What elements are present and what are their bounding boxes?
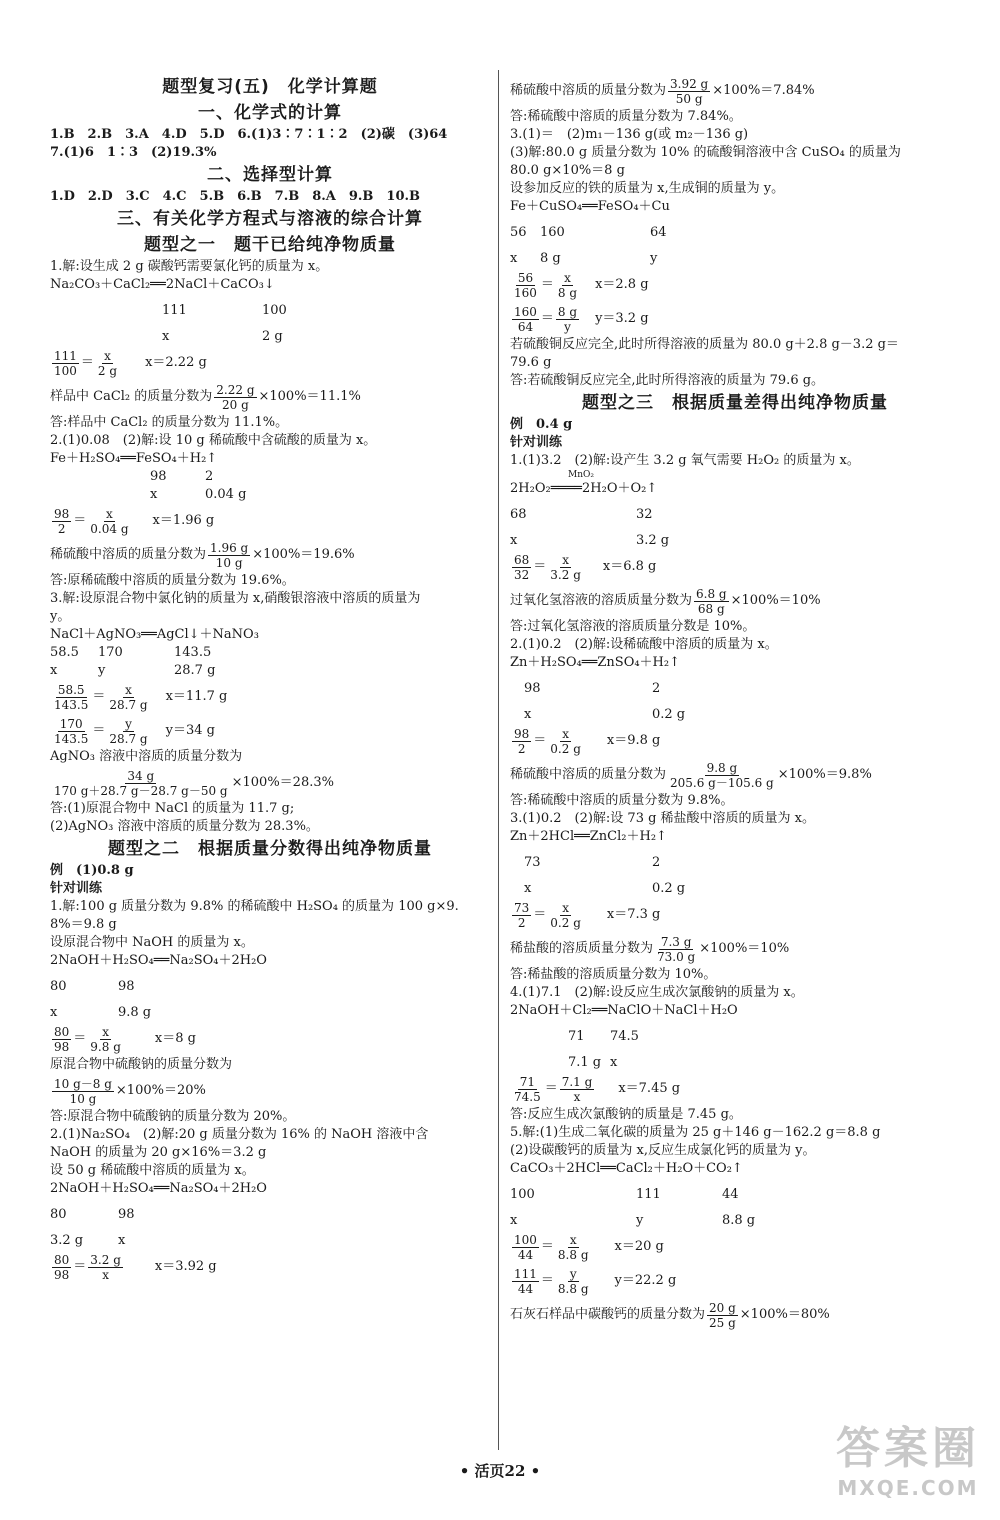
catalyst-label: MnO₂: [568, 470, 594, 480]
section-heading: 三、有关化学方程式与溶液的综合计算: [117, 209, 423, 229]
chemical-equation: 2NaOH＋H₂SO₄══Na₂SO₄＋2H₂O: [50, 1181, 267, 1196]
ratio-equation: $\frac{68}{32}$ ＝ $\frac{x}{3.2 g}$ x＝6.8 g: [514, 552, 657, 582]
subsection-heading: 题型之三 根据质量差得出纯净物质量: [582, 393, 888, 413]
mass-value: 100: [262, 303, 287, 318]
mass-row: 7.1 g x: [568, 1055, 618, 1070]
answer-line: 答:稀硫酸中溶质的质量分数为 9.8%。: [510, 793, 734, 808]
solution-line: 1.(1)3.2 (2)解:设产生 3.2 g 氧气需要 H₂O₂ 的质量为 x。: [510, 453, 860, 468]
answer-line: 1.B 2.B 3.A 4.D 5.D 6.(1)3∶7∶1∶2 (2)碳 (3)64: [50, 127, 448, 142]
mass-row: x 0.2 g: [524, 707, 686, 722]
answer-line: 答:稀盐酸的溶质质量分数为 10%。: [510, 967, 717, 982]
percent-equation: 石灰石样品中碳酸钙的质量分数为 $\frac{20 g}{25 g}$ ×100%＝80%: [510, 1300, 830, 1330]
ratio-equation: $\frac{58.5}{143.5}$ ＝ $\frac{x}{28.7 g}$ x＝11.7 g: [54, 682, 228, 712]
training-heading: 针对训练: [510, 435, 563, 450]
chemical-equation: CaCO₃＋2HCl══CaCl₂＋H₂O＋CO₂↑: [510, 1161, 743, 1176]
chemical-equation: Fe＋H₂SO₄══FeSO₄＋H₂↑: [50, 451, 218, 466]
mass-row: x y 8.8 g: [510, 1213, 756, 1228]
solution-line: 80.0 g×10%＝8 g: [510, 163, 625, 178]
page-title: 题型复习(五) 化学计算题: [162, 77, 378, 97]
watermark-text: 答案圈: [836, 1423, 980, 1474]
training-heading: 针对训练: [50, 881, 103, 896]
section-heading: 一、化学式的计算: [198, 103, 342, 123]
percent-equation: $\frac{10 g-8 g}{10 g}$ ×100%＝20%: [54, 1076, 206, 1106]
answer-line: 1.D 2.D 3.C 4.C 5.B 6.B 7.B 8.A 9.B 10.B: [50, 189, 421, 204]
solution-line: 设原混合物中 NaOH 的质量为 x。: [50, 935, 254, 950]
answer-line: 答:若硫酸铜反应完全,此时所得溶液的质量为 79.6 g。: [510, 373, 825, 388]
example-line: 例 0.4 g: [510, 417, 573, 432]
mass-row: 80 98: [50, 1207, 135, 1222]
percent-equation: 过氧化氢溶液的溶质质量分数为 $\frac{6.8 g}{68 g}$ ×100%＝10%: [510, 586, 821, 616]
solution-line: AgNO₃ 溶液中溶质的质量分数为: [50, 749, 243, 764]
percent-equation: $\frac{34 g}{170 g+28.7 g-28.7 g-50 g}$ ×100%＝28.3%: [54, 768, 334, 798]
chemical-equation: Zn＋2HCl══ZnCl₂＋H₂↑: [510, 829, 667, 844]
right-column: [510, 74, 960, 1332]
answer-line: (2)AgNO₃ 溶液中溶质的质量分数为 28.3%。: [50, 819, 319, 834]
chemical-equation: 2NaOH＋Cl₂══NaClO＋NaCl＋H₂O: [510, 1003, 738, 1018]
percent-equation: 稀硫酸中溶质的质量分数为 $\frac{3.92 g}{50 g}$ ×100%＝7.84%: [510, 76, 815, 106]
example-line: 例 (1)0.8 g: [50, 863, 134, 878]
solution-line: 设参加反应的铁的质量为 x,生成铜的质量为 y。: [510, 181, 785, 196]
mass-row: 98 2: [150, 469, 214, 484]
mass-row: x 0.2 g: [524, 881, 686, 896]
mass-value: 2 g: [262, 329, 283, 344]
solution-line: 设 50 g 稀硫酸中溶质的质量为 x。: [50, 1163, 255, 1178]
ratio-equation: $\frac{160}{64}$ ＝ $\frac{8 g}{y}$ y＝3.2 g: [514, 304, 649, 334]
ratio-equation: $\frac{170}{143.5}$ ＝ $\frac{y}{28.7 g}$ y＝34 g: [54, 716, 215, 746]
solution-line: 2.(1)0.2 (2)解:设稀硫酸中溶质的质量为 x。: [510, 637, 778, 652]
column-divider: [498, 70, 499, 1450]
solution-line: 4.(1)7.1 (2)解:设反应生成次氯酸钠的质量为 x。: [510, 985, 804, 1000]
solution-line: 3.解:设原混合物中氯化钠的质量为 x,硝酸银溶液中溶质的质量为: [50, 591, 421, 606]
solution-line: 3.(1)0.2 (2)解:设 73 g 稀盐酸中溶质的质量为 x。: [510, 811, 816, 826]
mass-row: x y 28.7 g: [50, 663, 216, 678]
watermark-url: MXQE.COM: [837, 1476, 979, 1500]
mass-row: 100 111 44: [510, 1187, 739, 1202]
ratio-equation: $\frac{98}{2}$ ＝ $\frac{x}{0.04 g}$ x＝1.96 g: [54, 506, 215, 536]
mass-row: [50, 328, 490, 346]
solution-line: 5.解:(1)生成二氧化碳的质量为 25 g＋146 g－162.2 g＝8.8 g: [510, 1125, 881, 1140]
percent-equation: 稀硫酸中溶质的质量分数为 $\frac{9.8 g}{205.6 g-105.6 g}$ ×100%＝9.8%: [510, 760, 872, 790]
subsection-heading: 题型之一 题干已给纯净物质量: [144, 235, 396, 255]
ratio-equation: $\frac{71}{74.5}$ ＝ $\frac{7.1 g}{x}$ x＝7.45 g: [514, 1074, 681, 1104]
mass-row: x 8 g y: [510, 251, 658, 266]
percent-equation: 样品中 CaCl₂ 的质量分数为 $\frac{2.22 g}{20 g}$ ×100%＝11.1%: [50, 382, 361, 412]
mass-row: 58.5 170 143.5: [50, 645, 212, 660]
chemical-equation: Zn＋H₂SO₄══ZnSO₄＋H₂↑: [510, 655, 681, 670]
subsection-heading: 题型之二 根据质量分数得出纯净物质量: [108, 839, 432, 859]
solution-line: NaOH 的质量为 20 g×16%＝3.2 g: [50, 1145, 267, 1160]
solution-line: 8%＝9.8 g: [50, 917, 117, 932]
solution-line: 79.6 g: [510, 355, 552, 370]
left-column: [50, 74, 490, 1284]
solution-line: 原混合物中硫酸钠的质量分数为: [50, 1057, 233, 1072]
watermark-logo: [836, 1412, 980, 1500]
answer-line: 答:(1)原混合物中 NaCl 的质量为 11.7 g;: [50, 801, 295, 816]
solution-line: (3)解:80.0 g 质量分数为 10% 的硫酸铜溶液中含 CuSO₄ 的质量为: [510, 145, 901, 160]
ratio-equation: $\frac{98}{2}$ ＝ $\frac{x}{0.2 g}$ x＝9.8 g: [514, 726, 661, 756]
mass-row: 3.2 g x: [50, 1233, 126, 1248]
ratio-equation: $\frac{56}{160}$ ＝ $\frac{x}{8 g}$ x＝2.8 g: [514, 270, 649, 300]
mass-row: 73 2: [524, 855, 661, 870]
answer-line: 答:样品中 CaCl₂ 的质量分数为 11.1%。: [50, 415, 289, 430]
chemical-equation: Fe＋CuSO₄══FeSO₄＋Cu: [510, 199, 670, 214]
chemical-equation: 2NaOH＋H₂SO₄══Na₂SO₄＋2H₂O: [50, 953, 267, 968]
mass-row: 98 2: [524, 681, 661, 696]
ratio-equation: $\frac{73}{2}$ ＝ $\frac{x}{0.2 g}$ x＝7.3 g: [514, 900, 661, 930]
solution-line: 1.解:100 g 质量分数为 9.8% 的稀硫酸中 H₂SO₄ 的质量为 100 g×9.: [50, 899, 459, 914]
answer-line: 答:稀硫酸中溶质的质量分数为 7.84%。: [510, 109, 742, 124]
answer-line: 7.(1)6 1∶3 (2)19.3%: [50, 145, 217, 160]
page-number: • 活页22 •: [459, 1462, 541, 1480]
chemical-equation: NaCl＋AgNO₃══AgCl↓＋NaNO₃: [50, 627, 259, 642]
solution-line: 2.(1)0.08 (2)解:设 10 g 稀硫酸中含硫酸的质量为 x。: [50, 433, 377, 448]
mass-row: x 0.04 g: [150, 487, 247, 502]
chemical-equation: Na₂CO₃＋CaCl₂══2NaCl＋CaCO₃↓: [50, 277, 275, 292]
solution-line: 1.解:设生成 2 g 碳酸钙需要氯化钙的质量为 x。: [50, 259, 329, 274]
answer-line: 答:原稀硫酸中溶质的质量分数为 19.6%。: [50, 573, 295, 588]
solution-line: 3.(1)＝ (2)m₁－136 g(或 m₂－136 g): [510, 127, 749, 142]
answer-line: 答:过氧化氢溶液的溶质质量分数是 10%。: [510, 619, 756, 634]
answer-line: 答:原混合物中硫酸钠的质量分数为 20%。: [50, 1109, 296, 1124]
ratio-equation: $\frac{111}{100}$ ＝ $\frac{x}{2 g}$ x＝2.22 g: [54, 348, 207, 378]
percent-equation: 稀盐酸的溶质质量分数为 $\frac{7.3 g}{73.0 g}$ ×100%＝10%: [510, 934, 790, 964]
mass-row: x 3.2 g: [510, 533, 670, 548]
ratio-equation: $\frac{100}{44}$ ＝ $\frac{x}{8.8 g}$ x＝20 g: [514, 1232, 664, 1262]
section-heading: 二、选择型计算: [207, 165, 333, 185]
solution-line: (2)设碳酸钙的质量为 x,反应生成氯化钙的质量为 y。: [510, 1143, 816, 1158]
mass-row: 71 74.5: [568, 1029, 639, 1044]
ratio-equation: $\frac{80}{98}$ ＝ $\frac{3.2 g}{x}$ x＝3.92 g: [54, 1252, 217, 1282]
mass-row: 80 98: [50, 979, 135, 994]
solution-line: y。: [50, 609, 71, 624]
mass-value: x: [162, 329, 170, 344]
mass-row: x 9.8 g: [50, 1005, 152, 1020]
chemical-equation: 2H₂O₂════2H₂O＋O₂↑: [510, 481, 658, 496]
ratio-equation: $\frac{111}{44}$ ＝ $\frac{y}{8.8 g}$ y＝22.2 g: [514, 1266, 677, 1296]
mass-row: 68 32: [510, 507, 653, 522]
percent-equation: 稀硫酸中溶质的质量分数为 $\frac{1.96 g}{10 g}$ ×100%＝19.6%: [50, 540, 355, 570]
mass-value: 111: [162, 303, 187, 318]
answer-line: 答:反应生成次氯酸钠的质量是 7.45 g。: [510, 1107, 742, 1122]
solution-line: 2.(1)Na₂SO₄ (2)解:20 g 质量分数为 16% 的 NaOH 溶液中含: [50, 1127, 429, 1142]
mass-row: 56 160 64: [510, 225, 667, 240]
mass-row: [50, 302, 490, 320]
solution-line: 若硫酸铜反应完全,此时所得溶液的质量为 80.0 g＋2.8 g－3.2 g＝: [510, 337, 899, 352]
ratio-equation: $\frac{80}{98}$ ＝ $\frac{x}{9.8 g}$ x＝8 g: [54, 1024, 196, 1054]
